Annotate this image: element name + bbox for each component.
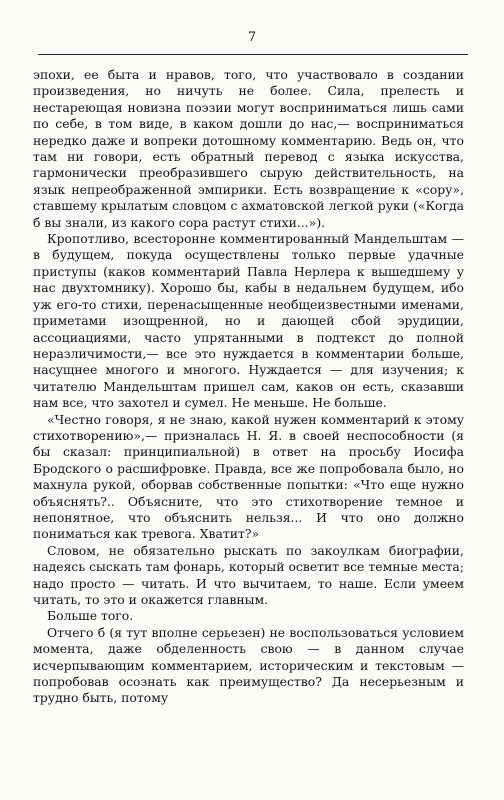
page-number: 7 xyxy=(247,30,257,45)
paragraph-6: Отчего б (я тут вполне серьезен) не воспользоваться условием момента, даже обделенность свою — в данном случае исчерпывающим комментарием, историческим и текстовым — попробовав осознать как преимущество? Да несерьезным и трудно быть, потому xyxy=(33,624,464,706)
body-text xyxy=(33,67,464,707)
header-rule xyxy=(38,54,468,55)
paragraph-5: Больше того. xyxy=(47,608,134,624)
paragraph-3: «Честно говоря, я не знаю, какой нужен комментарий к этому стихотворению»,— призналась Н. Я. в своей неспособности (я бы сказал: принципиальной) в ответ на просьбу Иосифа Бродского о расшифровке. Правда, все же попробовала было, но махнула рукой, оборвав собственные попытки: «Что еще нужно объяснять?.. Объясните, что это стихотворение темное и непонятное, что объяснить нельзя... И что оно должно пониматься как тревога. Хватит?» xyxy=(33,411,464,542)
paragraph-2: Кропотливо, всесторонне комментированный Мандельштам — в будущем, покуда осуществлены только первые удачные приступы (каков комментарий Павла Нерлера к вышедшему у нас двухтомнику). Хорошо бы, кабы в недальнем будущем, ибо уж его-то стихи, перенасыщенные необщеизвестными именами, приметами изощренной, но и дающей сбой эрудиции, ассоциациями, часто упрятанными в подтекст до полной неразличимости,— все это нуждается в комментарии больше, насущнее многого и многого. Нуждается — для изучения; к читателю Мандельштам пришел сам, каков он есть, сказавши нам все, что захотел и сумел. Не меньше. Не больше. xyxy=(33,231,464,411)
paragraph-4: Словом, не обязательно рыскать по закоулкам биографии, надеясь сыскать там фонарь, который осветит все темные места; надо просто — читать. И что вычитаем, то наше. Если умеем читать, то это и окажется главным. xyxy=(33,542,464,607)
paragraph-1: эпохи, ее быта и нравов, того, что участвовало в создании произведения, но ничуть не более. Сила, прелесть и нестареющая новизна поэзии могут восприниматься лишь сами по себе, в том виде, в каком дошли до нас,— восприниматься нередко даже и вопреки дотошному комментарию. Ведь он, что там ни говори, есть обратный перевод с языка искусства, гармонически преобразившего сырую действительность, на язык непреображенной эмпирики. Есть возвращение к «сору», ставшему крылатым словцом с ахматовской легкой руки («Когда б вы знали, из какого сора растут стихи...»). xyxy=(33,67,464,230)
